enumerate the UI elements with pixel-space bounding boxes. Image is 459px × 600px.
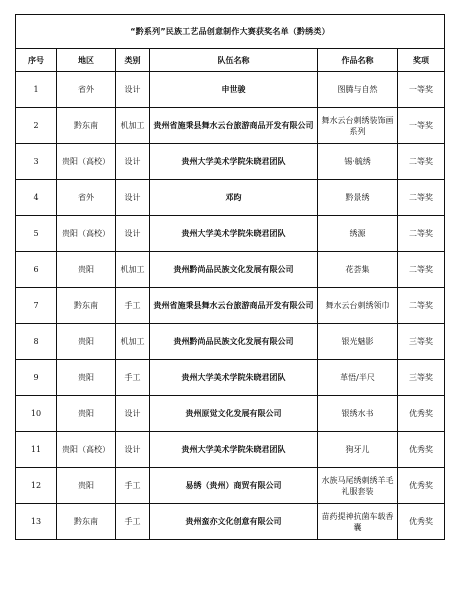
cell-team: 贵州蛮亦文化创意有限公司 [150,504,318,540]
cell-category: 手工 [116,468,150,504]
cell-work: 水族马尾绣刺绣羊毛礼服套装 [318,468,398,504]
cell-no: 7 [16,288,57,324]
cell-no: 6 [16,252,57,288]
cell-region: 贵阳 [57,360,116,396]
cell-work: 黔景绣 [318,180,398,216]
cell-award: 一等奖 [398,72,445,108]
cell-category: 机加工 [116,108,150,144]
cell-team: 邓昀 [150,180,318,216]
cell-region: 省外 [57,72,116,108]
cell-award: 二等奖 [398,180,445,216]
table-row [16,216,445,252]
cell-region: 黔东南 [57,108,116,144]
table-row [16,396,445,432]
cell-work: 舞水云台刺绣装饰画系列 [318,108,398,144]
cell-team: 贵州大学美术学院朱晓君团队 [150,432,318,468]
table-row [16,504,445,540]
cell-no: 10 [16,396,57,432]
cell-award: 一等奖 [398,108,445,144]
cell-award: 优秀奖 [398,468,445,504]
cell-team: 贵州省施秉县舞水云台旅游商品开发有限公司 [150,288,318,324]
table-row [16,180,445,216]
cell-work: 锡·毓绣 [318,144,398,180]
table-row [16,468,445,504]
cell-team: 贵州大学美术学院朱晓君团队 [150,360,318,396]
cell-award: 三等奖 [398,360,445,396]
cell-no: 1 [16,72,57,108]
header-region: 地区 [57,49,116,72]
cell-category: 机加工 [116,252,150,288]
cell-team: 贵州黔尚品民族文化发展有限公司 [150,324,318,360]
cell-region: 黔东南 [57,288,116,324]
table-row [16,324,445,360]
table-row [16,72,445,108]
cell-region: 贵阳 [57,396,116,432]
cell-no: 4 [16,180,57,216]
award-table [15,14,445,540]
cell-work: 绣源 [318,216,398,252]
cell-category: 设计 [116,144,150,180]
cell-work: 革悟/半尺 [318,360,398,396]
cell-team: 贵州省施秉县舞水云台旅游商品开发有限公司 [150,108,318,144]
cell-work: 银绣水书 [318,396,398,432]
cell-team: 易绣（贵州）商贸有限公司 [150,468,318,504]
table-header-row [16,49,445,72]
cell-no: 9 [16,360,57,396]
cell-region: 贵阳（高校） [57,432,116,468]
table-row [16,144,445,180]
header-category: 类别 [116,49,150,72]
cell-region: 省外 [57,180,116,216]
cell-no: 8 [16,324,57,360]
cell-category: 手工 [116,288,150,324]
cell-no: 12 [16,468,57,504]
cell-work: 花荟集 [318,252,398,288]
cell-award: 二等奖 [398,288,445,324]
cell-award: 二等奖 [398,216,445,252]
cell-award: 优秀奖 [398,504,445,540]
cell-category: 设计 [116,72,150,108]
cell-team: 贵州原觉文化发展有限公司 [150,396,318,432]
header-work: 作品名称 [318,49,398,72]
table-row [16,108,445,144]
cell-region: 贵阳 [57,252,116,288]
cell-no: 5 [16,216,57,252]
cell-region: 贵阳 [57,468,116,504]
cell-category: 设计 [116,216,150,252]
cell-no: 2 [16,108,57,144]
cell-category: 设计 [116,180,150,216]
cell-award: 优秀奖 [398,396,445,432]
cell-no: 11 [16,432,57,468]
cell-category: 手工 [116,360,150,396]
header-award: 奖项 [398,49,445,72]
cell-region: 黔东南 [57,504,116,540]
cell-work: 图腾与自然 [318,72,398,108]
cell-work: 银光魅影 [318,324,398,360]
table-row [16,432,445,468]
cell-award: 优秀奖 [398,432,445,468]
cell-team: 贵州大学美术学院朱晓君团队 [150,144,318,180]
table-row [16,288,445,324]
cell-no: 3 [16,144,57,180]
cell-award: 二等奖 [398,144,445,180]
cell-category: 设计 [116,432,150,468]
table-row [16,252,445,288]
cell-team: 申世骏 [150,72,318,108]
cell-category: 设计 [116,396,150,432]
cell-work: 舞水云台刺绣领巾 [318,288,398,324]
cell-team: 贵州黔尚品民族文化发展有限公司 [150,252,318,288]
page-title: “黔系列”民族工艺品创意制作大赛获奖名单（黔绣类） [16,15,445,49]
cell-award: 二等奖 [398,252,445,288]
table-row [16,360,445,396]
cell-category: 机加工 [116,324,150,360]
cell-work: 狗牙儿 [318,432,398,468]
cell-region: 贵阳 [57,324,116,360]
cell-region: 贵阳（高校） [57,144,116,180]
header-no: 序号 [16,49,57,72]
cell-region: 贵阳（高校） [57,216,116,252]
header-team: 队伍名称 [150,49,318,72]
cell-no: 13 [16,504,57,540]
cell-work: 苗药提神抗菌车载香囊 [318,504,398,540]
cell-award: 三等奖 [398,324,445,360]
cell-team: 贵州大学美术学院朱晓君团队 [150,216,318,252]
cell-category: 手工 [116,504,150,540]
